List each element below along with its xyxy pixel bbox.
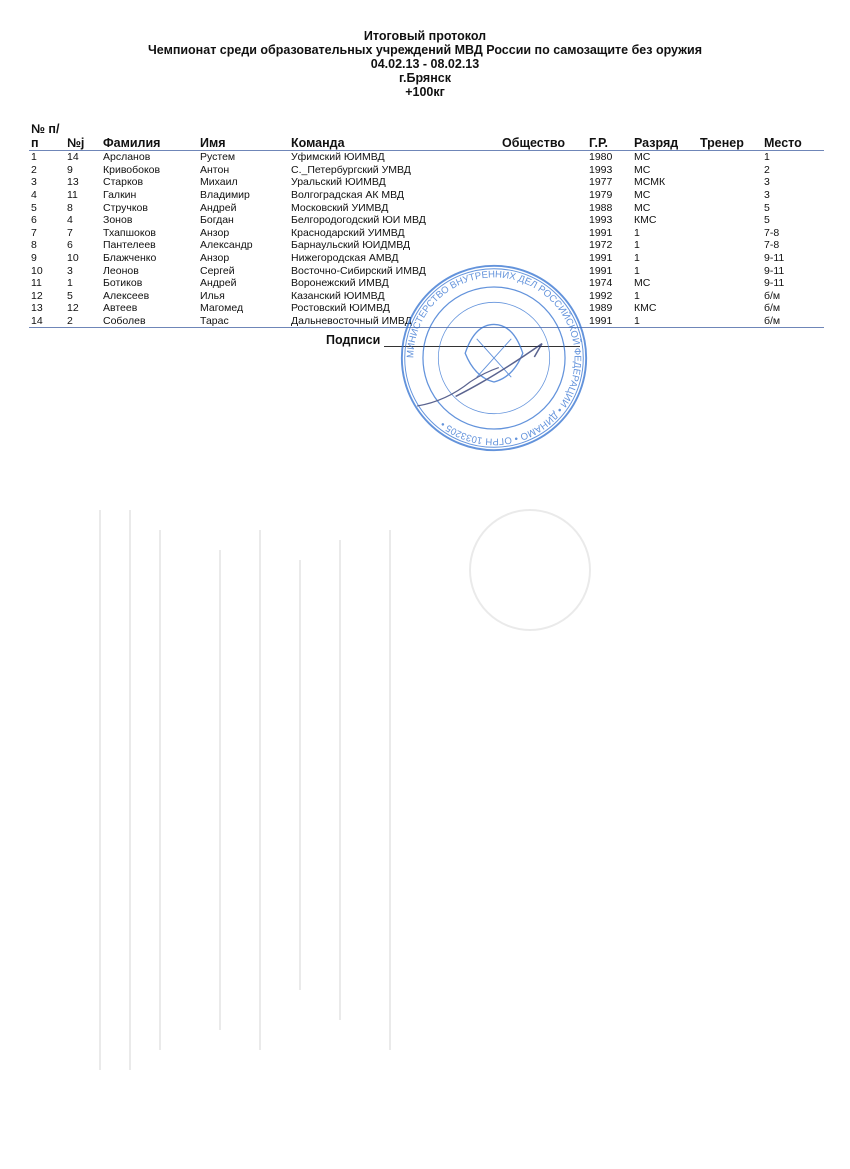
cell-name: Богдан bbox=[200, 214, 234, 227]
cell-name: Анзор bbox=[200, 226, 230, 239]
cell-birth-year: 1989 bbox=[589, 302, 613, 315]
cell-index: 12 bbox=[31, 289, 43, 302]
cell-place: б/м bbox=[764, 302, 781, 315]
cell-number: 9 bbox=[67, 163, 73, 176]
cell-name: Тарас bbox=[198, 315, 289, 328]
stamp-seal bbox=[402, 266, 586, 450]
cell-coach bbox=[698, 151, 762, 164]
cell-rank: МС bbox=[634, 189, 651, 202]
cell-index: 5 bbox=[31, 201, 37, 214]
cell-number: 10 bbox=[67, 252, 79, 265]
cell-index: 2 bbox=[31, 163, 37, 176]
cell-coach bbox=[698, 252, 762, 265]
cell-place: б/м bbox=[764, 289, 781, 302]
cell-society bbox=[500, 227, 587, 240]
cell-place: 2 bbox=[764, 163, 770, 176]
cell-name: Илья bbox=[200, 289, 225, 302]
cell-coach bbox=[698, 264, 762, 277]
col-header-number: №j bbox=[65, 122, 101, 151]
cell-team: Уфимский ЮИМВД bbox=[291, 151, 385, 164]
cell-place: б/м bbox=[762, 315, 824, 328]
event-dates: 04.02.13 - 08.02.13 bbox=[370, 57, 480, 71]
cell-rank: 1 bbox=[634, 226, 640, 239]
bleed-through-ghost bbox=[60, 470, 680, 1110]
cell-birth-year: 1972 bbox=[589, 239, 613, 252]
cell-place: 7-8 bbox=[764, 239, 780, 252]
cell-surname: Леонов bbox=[103, 264, 139, 277]
signatures-label: Подписи bbox=[326, 333, 381, 347]
table-row bbox=[29, 151, 824, 164]
cell-place: 3 bbox=[764, 189, 770, 202]
col-header-surname: Фамилия bbox=[101, 122, 198, 151]
cell-index: 11 bbox=[31, 277, 42, 290]
cell-surname: Алексеев bbox=[103, 289, 150, 302]
cell-rank: МС bbox=[634, 277, 651, 290]
cell-birth-year: 1988 bbox=[589, 201, 613, 214]
table-row bbox=[29, 214, 824, 227]
cell-index: 9 bbox=[31, 252, 37, 265]
cell-team: С._Петербургский УМВД bbox=[291, 163, 411, 176]
cell-place: 5 bbox=[764, 201, 770, 214]
cell-place: 5 bbox=[764, 214, 770, 227]
cell-surname: Тхапшоков bbox=[103, 226, 157, 239]
cell-index: 10 bbox=[31, 264, 43, 277]
cell-birth-year: 1993 bbox=[589, 163, 613, 176]
official-stamp bbox=[398, 262, 590, 454]
cell-birth-year: 1979 bbox=[589, 189, 613, 202]
cell-number: 7 bbox=[67, 226, 73, 239]
cell-number: 1 bbox=[67, 277, 73, 290]
cell-index: 13 bbox=[31, 302, 43, 315]
cell-place: 9-11 bbox=[764, 264, 785, 277]
cell-rank: 1 bbox=[632, 315, 698, 328]
cell-rank: МСМК bbox=[634, 176, 666, 189]
cell-number: 4 bbox=[67, 214, 73, 227]
cell-number: 11 bbox=[67, 189, 78, 202]
cell-name: Андрей bbox=[200, 201, 237, 214]
event-city: г.Брянск bbox=[399, 71, 451, 85]
cell-society bbox=[500, 189, 587, 202]
col-header-place: Место bbox=[762, 122, 824, 151]
cell-team: Белгородогодский ЮИ МВД bbox=[291, 214, 426, 227]
cell-number: 8 bbox=[67, 201, 73, 214]
cell-number: 6 bbox=[67, 239, 73, 252]
cell-team: Уральский ЮИМВД bbox=[291, 176, 386, 189]
cell-place: 9-11 bbox=[764, 277, 785, 290]
cell-society bbox=[500, 164, 587, 177]
cell-coach bbox=[698, 214, 762, 227]
cell-index: 3 bbox=[31, 176, 37, 189]
col-header-name: Имя bbox=[198, 122, 289, 151]
cell-birth-year: 1992 bbox=[589, 289, 613, 302]
cell-birth-year: 1991 bbox=[587, 315, 632, 328]
cell-index: 6 bbox=[31, 214, 37, 227]
cell-number: 2 bbox=[65, 315, 101, 328]
cell-surname: Соболев bbox=[101, 315, 198, 328]
cell-place: 3 bbox=[764, 176, 770, 189]
cell-society bbox=[500, 239, 587, 252]
document-title: Итоговый протокол bbox=[363, 29, 487, 43]
cell-name: Антон bbox=[200, 163, 230, 176]
cell-team: Казанский ЮИМВД bbox=[291, 289, 385, 302]
cell-coach bbox=[698, 227, 762, 240]
cell-surname: Блажченко bbox=[103, 252, 157, 265]
cell-coach bbox=[698, 277, 762, 290]
col-header-birth-year: Г.Р. bbox=[587, 122, 632, 151]
cell-surname: Ботиков bbox=[103, 277, 143, 290]
cell-coach bbox=[698, 315, 762, 328]
col-header-rank: Разряд bbox=[632, 122, 698, 151]
cell-society bbox=[500, 201, 587, 214]
table-header-row bbox=[29, 122, 824, 151]
cell-coach bbox=[698, 239, 762, 252]
cell-name: Сергей bbox=[200, 264, 235, 277]
cell-number: 5 bbox=[67, 289, 73, 302]
cell-surname: Стручков bbox=[103, 201, 148, 214]
cell-rank: КМС bbox=[634, 214, 657, 227]
cell-society bbox=[500, 151, 587, 164]
cell-rank: 1 bbox=[634, 252, 640, 265]
cell-rank: МС bbox=[634, 163, 651, 176]
cell-coach bbox=[698, 189, 762, 202]
cell-coach bbox=[698, 201, 762, 214]
cell-number: 3 bbox=[67, 264, 73, 277]
col-header-society: Общество bbox=[500, 122, 587, 151]
cell-team: Восточно-Сибирский ИМВД bbox=[291, 264, 426, 277]
cell-rank: МС bbox=[634, 151, 651, 164]
cell-number: 13 bbox=[67, 176, 79, 189]
cell-rank: 1 bbox=[634, 289, 640, 302]
cell-birth-year: 1980 bbox=[589, 151, 613, 164]
cell-surname: Кривобоков bbox=[103, 163, 161, 176]
cell-index: 7 bbox=[31, 226, 37, 239]
cell-index: 8 bbox=[31, 239, 37, 252]
cell-surname: Старков bbox=[103, 176, 144, 189]
event-name: Чемпионат среди образовательных учреждений МВД России по самозащите без оружия bbox=[148, 43, 702, 57]
cell-team: Московский УИМВД bbox=[291, 201, 389, 214]
cell-team: Ростовский ЮИМВД bbox=[291, 302, 390, 315]
cell-team: Дальневосточный ИМВД bbox=[289, 315, 500, 328]
cell-birth-year: 1974 bbox=[589, 277, 613, 290]
cell-team: Волгоградская АК МВД bbox=[291, 189, 404, 202]
cell-surname: Автеев bbox=[103, 302, 138, 315]
weight-category: +100кг bbox=[405, 85, 445, 99]
cell-surname: Галкин bbox=[103, 189, 137, 202]
table-row bbox=[29, 164, 824, 177]
cell-name: Александр bbox=[200, 239, 253, 252]
cell-birth-year: 1991 bbox=[589, 264, 613, 277]
cell-coach bbox=[698, 164, 762, 177]
cell-rank: МС bbox=[634, 201, 651, 214]
cell-name: Магомед bbox=[200, 302, 244, 315]
cell-team: Барнаульский ЮИДМВД bbox=[291, 239, 411, 252]
cell-team: Воронежский ИМВД bbox=[291, 277, 389, 290]
cell-surname: Пантелеев bbox=[103, 239, 156, 252]
cell-rank: 1 bbox=[634, 264, 640, 277]
table-row bbox=[29, 227, 824, 240]
cell-team: Нижегородская АМВД bbox=[291, 252, 399, 265]
table-row bbox=[29, 239, 824, 252]
stamp-text: МИНИСТЕРСТВО ВНУТРЕННИХ ДЕЛ РОССИЙСКОЙ ФЕДЕРАЦИИ • ДИНАМО • ОГРН 1033205 • bbox=[405, 269, 583, 447]
cell-birth-year: 1991 bbox=[589, 226, 613, 239]
cell-index: 4 bbox=[31, 189, 37, 202]
col-header-index: № п/п bbox=[29, 122, 65, 151]
col-header-coach: Тренер bbox=[698, 122, 762, 151]
cell-birth-year: 1991 bbox=[589, 252, 613, 265]
cell-place: 9-11 bbox=[764, 252, 785, 265]
cell-team: Краснодарский УИМВД bbox=[291, 226, 405, 239]
cell-index: 1 bbox=[31, 151, 37, 164]
cell-birth-year: 1977 bbox=[589, 176, 613, 189]
cell-name: Анзор bbox=[200, 252, 230, 265]
cell-birth-year: 1993 bbox=[589, 214, 613, 227]
cell-rank: КМС bbox=[634, 302, 657, 315]
cell-name: Андрей bbox=[200, 277, 237, 290]
cell-coach bbox=[698, 302, 762, 315]
cell-coach bbox=[698, 290, 762, 303]
table-row bbox=[29, 201, 824, 214]
cell-name: Михаил bbox=[200, 176, 238, 189]
cell-place: 1 bbox=[764, 151, 770, 164]
table-row bbox=[29, 176, 824, 189]
cell-name: Рустем bbox=[200, 151, 236, 164]
cell-coach bbox=[698, 176, 762, 189]
cell-rank: 1 bbox=[634, 239, 640, 252]
cell-place: 7-8 bbox=[764, 226, 780, 239]
table-row bbox=[29, 189, 824, 202]
cell-name: Владимир bbox=[200, 189, 250, 202]
cell-number: 12 bbox=[67, 302, 79, 315]
cell-index: 14 bbox=[29, 315, 65, 328]
cell-number: 14 bbox=[67, 151, 79, 164]
cell-society bbox=[500, 176, 587, 189]
cell-surname: Зонов bbox=[103, 214, 133, 227]
cell-society bbox=[500, 214, 587, 227]
cell-surname: Арсланов bbox=[103, 151, 151, 164]
document-header bbox=[0, 29, 850, 99]
col-header-team: Команда bbox=[289, 122, 500, 151]
